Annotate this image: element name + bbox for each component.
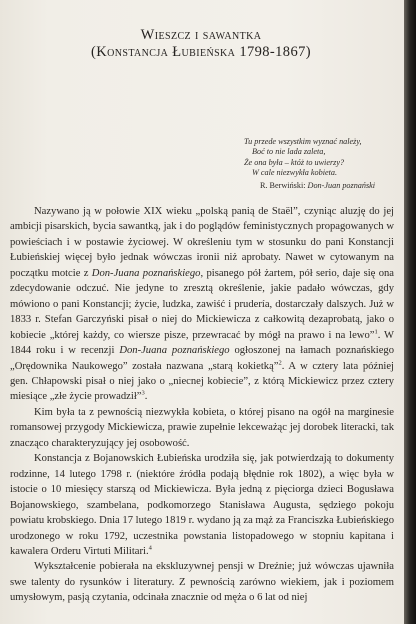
paragraph-text: . W 1844 roku i w recenzji <box>10 329 394 357</box>
paragraph <box>10 451 394 559</box>
footnote-mark: 2 <box>278 359 282 366</box>
epigraph-work: Don-Juan poznański <box>307 180 376 190</box>
italic-title: Don-Juana poznańskiego <box>91 267 201 279</box>
footnote-mark: 4 <box>148 544 152 552</box>
epigraph-line: Boć to nie lada zaleta, <box>252 147 326 157</box>
paragraph-text: . A w cztery lata później gen. Chłapowski pisał o niej jako o „niecnej kobiecie”, z którą Mickiewicz przez cztery miesiące „złe życie prowadził” <box>10 360 395 403</box>
epigraph-author: R. Berwiński: <box>260 180 306 190</box>
paragraph-text: ogłoszonej na łamach poznańskiego „Orędownika Naukowego” została nazwana „starą kokietką” <box>10 345 395 372</box>
chapter-title: Wieszcz i sawantka <box>140 27 262 43</box>
paragraph <box>10 204 394 405</box>
body-text <box>10 204 394 606</box>
paragraph-text: Kim była ta z pewnością niezwykła kobieta, o której pisano na ogół na marginesie romansowej przygody Mickiewicza, prawie zupełnie lekceważąc jej dorobek literacki, tak znacząco charakteryzujący jej osobowość. <box>10 406 394 449</box>
paragraph <box>10 405 394 451</box>
epigraph <box>244 137 402 191</box>
italic-title: Don-Juana poznańskiego <box>119 345 230 357</box>
footnote-mark: 3 <box>141 389 145 397</box>
paragraph-text: Konstancja z Bojanowskich Łubieńska urodziła się, jak potwierdzają to dokumenty rodzinne, 14 lutego 1798 r. (niektóre źródła podają błędnie rok 1802), a więc była w istocie o 10 miesięcy starszą od Mickiewicza. Była jedną z pięciorga dzieci Bogusława Bojanowskiego, szambelana, podkomorzego Stanisława Augusta, sędziego pokoju powiatu krobskiego. Dnia 17 lutego 1819 r. wydano ją za mąż za Franciszka Łubieńskiego urodzonego w roku 1792, uczestnika powstania listopadowego w stopniu kapitana i kawalera Orderu Virtuti Militari. <box>10 453 394 557</box>
page-edge-shadow <box>404 0 416 624</box>
epigraph-source <box>244 181 402 191</box>
chapter-subtitle: (Konstancja Łubieńska 1798-1867) <box>91 44 311 60</box>
paragraph-text: , pisanego pół żartem, pół serio, daje się ona zdecydowanie odczuć. Nie jedyne to zresztą określenie, jakie padało wówczas, gdy mówiono o pani Konstancji; życie, ludzka, zawiść i prudería, dostarczały dalszych. Już w 1833 r. Stefan Garczyński pisał o niej do Mickiewicza z całkowitą dezaprobatą, jako o kobiecie „której każdy, co wiersze pisze, przewracać by mógł na prawo i na lewo” <box>10 267 395 341</box>
paragraph <box>10 559 394 605</box>
epigraph-line: W cale niezwykła kobieta. <box>252 168 338 178</box>
paragraph-text: Nazywano ją w połowie XIX wieku „polską panią de Staël”, czyniąc aluzję do jej ambicji pisarskich, bycia sawantką, jak i do poglądów feministycznych propagowanych w powieściach i w postawie życiowej. W określeniu tym w stosunku do pani Konstancji Łubieńskiej więcej było jednak wówczas ironii niż aprobaty. Nawet w cytowanym na początku motcie z <box>10 206 394 279</box>
epigraph-line: Tu przede wszystkim wyznać należy, <box>244 137 362 146</box>
paragraph-text: Wykształcenie pobierała na ekskluzywnej pensji w Dreźnie; już wówczas ujawniła swe talenty do rysunków i literatury. Z pewnością zarówno wiekiem, jak i poziomem umysłowym, pasją czytania, odcinała znacznie od męża o 6 lat od niej <box>10 561 394 604</box>
epigraph-line: Że ona była – któż to uwierzy? <box>244 157 345 167</box>
paragraph-text: . <box>144 391 148 403</box>
footnote-mark: 1 <box>374 328 378 336</box>
